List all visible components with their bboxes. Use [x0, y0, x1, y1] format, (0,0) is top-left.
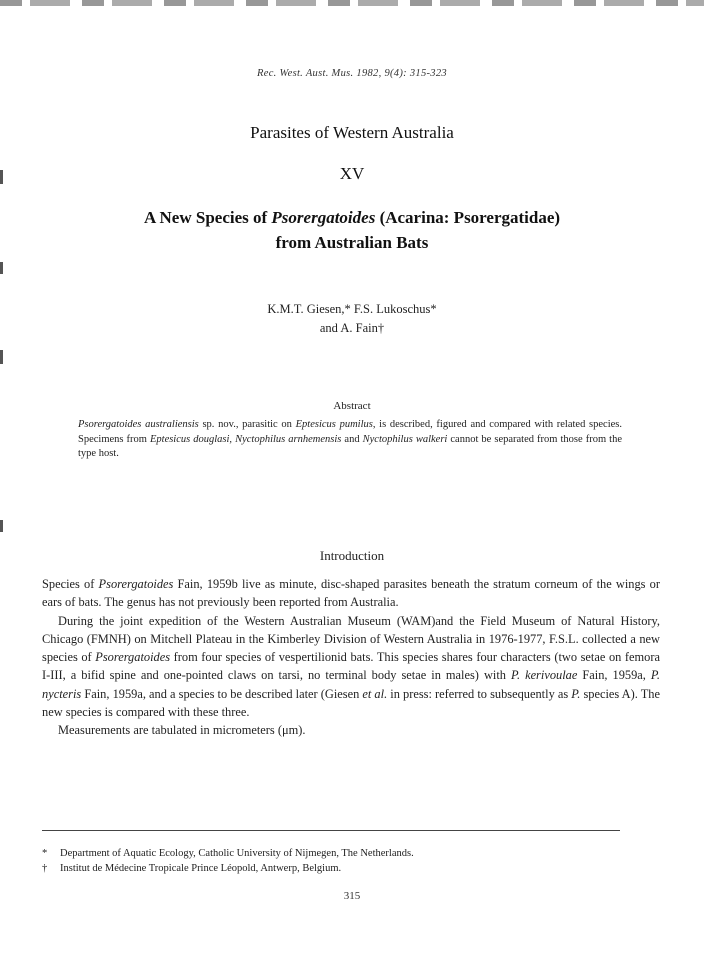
footnote — [42, 846, 660, 861]
article-title-post: (Acarina: Psorergatidae) — [375, 208, 561, 227]
authors-line1: K.M.T. Giesen,* F.S. Lukoschus* — [267, 302, 437, 316]
species-name: P. kerivoulae — [510, 668, 578, 683]
abstract-heading: Abstract — [333, 400, 371, 412]
paragraph — [42, 721, 660, 739]
paragraph — [42, 575, 660, 612]
footnote-rule — [272, 830, 620, 831]
species-name: P. nycteris — [42, 668, 660, 701]
authors-line2: and A. Fain† — [319, 321, 385, 335]
introduction-body — [42, 575, 660, 740]
abstract-text: cannot be separated from those from the type host. — [78, 433, 622, 459]
text: in press: referred to subsequently as — [387, 686, 572, 701]
paragraph — [42, 612, 660, 722]
unit: μm — [281, 723, 299, 738]
section-heading-introduction: Introduction — [319, 548, 385, 563]
series-title: Parasites of Western Australia — [250, 123, 454, 142]
footnote-text: Institut de Médecine Tropicale Prince Léopold, Antwerp, Belgium. — [60, 863, 342, 874]
abstract-host: Eptesicus pumilus — [295, 419, 373, 430]
abstract-species: Psorergatoides australiensis — [78, 419, 199, 430]
abstract-text: and — [341, 433, 363, 445]
footnote — [42, 861, 660, 876]
text: species A). The new species is compared with these three. — [42, 686, 660, 720]
page-number: 315 — [343, 890, 361, 902]
authors — [0, 300, 704, 338]
footnote-mark: * — [42, 848, 48, 859]
abstract-text: , is described, figured and compared with related species. Specimens from — [78, 419, 622, 445]
footnotes — [42, 846, 660, 876]
abstract-body — [78, 418, 622, 462]
journal-reference: Rec. West. Aust. Mus. 1982, 9(4): 315-323 — [257, 68, 447, 79]
genus-name: Psorergatoides — [98, 577, 174, 591]
text: ). — [298, 723, 306, 738]
text: Species of — [42, 577, 99, 591]
article-title-genus: Psorergatoides — [271, 208, 376, 227]
abstract-host: Nyctophilus walkeri — [362, 433, 448, 445]
part-number: XV — [339, 164, 365, 183]
article-title — [0, 205, 704, 255]
scan-margin-mark — [0, 262, 3, 274]
footnote-rule — [42, 830, 272, 831]
article-title-line2: from Australian Bats — [275, 233, 429, 252]
text: Measurements are tabulated in micrometers ( — [58, 723, 282, 738]
text: Fain, 1959b live as minute, disc-shaped parasites beneath the stratum corneum of the wings or ears of bats. The genus has not previously been reported from Australia. — [42, 577, 660, 610]
genus-name: Psorergatoides — [95, 650, 171, 665]
scan-margin-mark — [0, 350, 3, 364]
text: from four species of vespertilionid bats. This species shares four characters (two setae on femora I-III, a bifid spine and one-pointed claws on tarsi, no terminal body setae in males) with — [42, 650, 660, 683]
abstract-text: sp. nov., parasitic on — [198, 419, 296, 430]
text: Fain, 1959a, — [577, 668, 651, 683]
text: Fain, 1959a, and a species to be described later (Giesen — [81, 686, 363, 701]
species-name: P. — [571, 686, 581, 701]
scan-top-edge — [0, 0, 704, 6]
article-title-pre: A New Species of — [143, 208, 272, 227]
scan-margin-mark — [0, 520, 3, 532]
citation-etal: et al. — [362, 686, 388, 701]
footnote-mark: † — [42, 863, 48, 874]
text: During the joint expedition of the Western Australian Museum (WAM)and the Field Museum of Natural History, Chicago (FMNH) on Mitchell Plateau in the Kimberley Division of Western Australia in 1976-1977, F.S.L. collected a new species of — [42, 613, 660, 665]
footnote-text: Department of Aquatic Ecology, Catholic University of Nijmegen, The Netherlands. — [60, 848, 414, 859]
abstract-host: Eptesicus douglasi, Nyctophilus arnhemensis — [149, 433, 342, 445]
